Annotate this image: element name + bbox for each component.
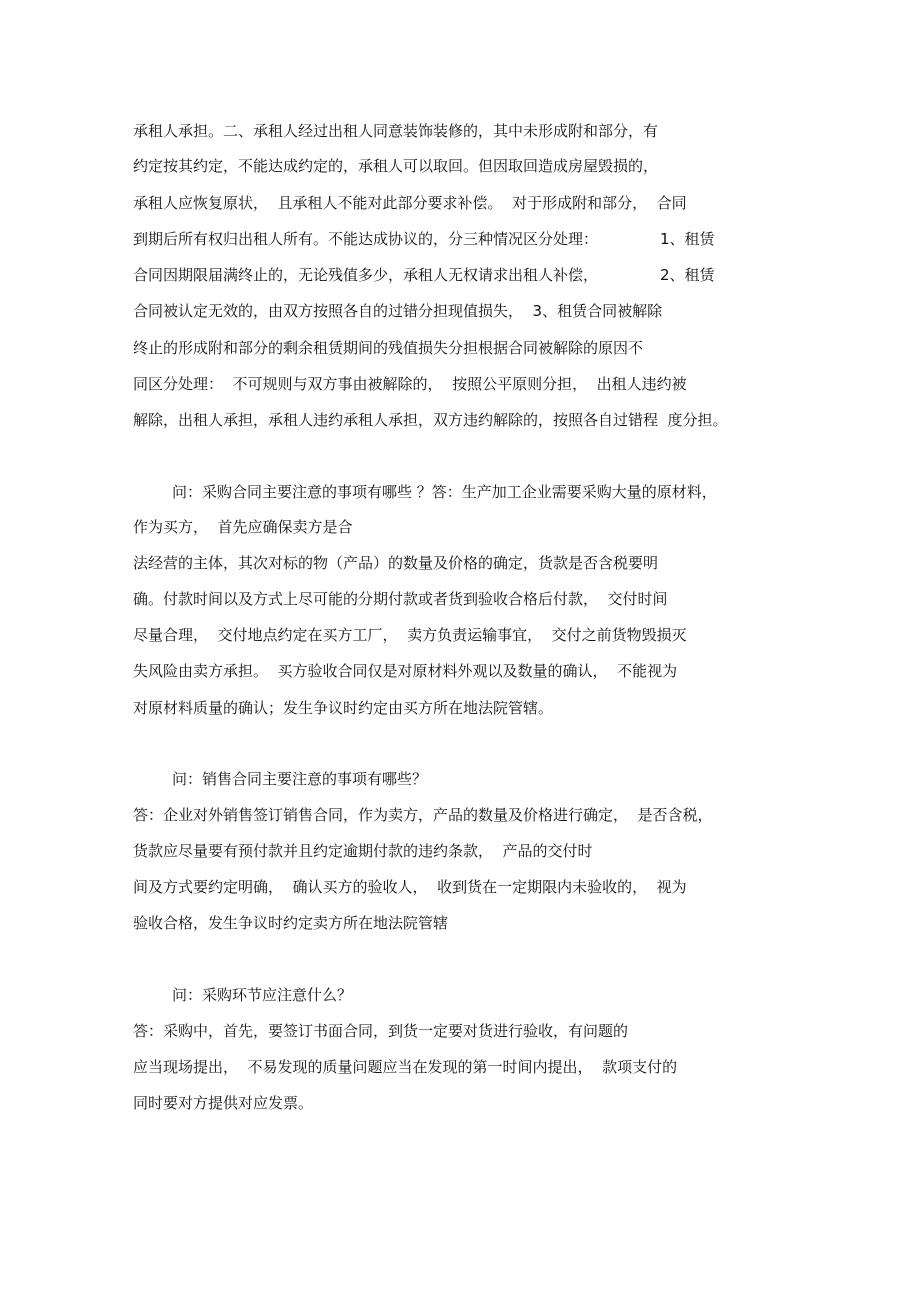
text-line: 答：企业对外销售签订销售合同，作为卖方，产品的数量及价格进行确定， 是否含税， (133, 806, 713, 824)
question-line: 问：销售合同主要注意的事项有哪些？ (172, 770, 428, 788)
text-line: 验收合格，发生争议时约定卖方所在地法院管辖 (133, 914, 449, 932)
text-line: 尽量合理， 交付地点约定在买方工厂， 卖方负责运输事宜， 交付之前货物毁损灭 (133, 626, 687, 644)
text-line: 合同因期限届满终止的，无论残值多少，承租人无权请求出租人补偿， 2、租赁 (133, 266, 715, 284)
text-line: 间及方式要约定明确， 确认买方的验收人， 收到货在一定期限内未验收的， 视为 (133, 878, 687, 896)
text-line: 答：采购中，首先，要签订书面合同，到货一定要对货进行验收，有问题的 (133, 1022, 629, 1040)
text-line: 约定按其约定，不能达成约定的，承租人可以取回。但因取回造成房屋毁损的， (133, 157, 659, 175)
question-line: 问：采购合同主要注意的事项有哪些 ？答：生产加工企业需要采购大量的原材料， (172, 483, 717, 501)
text-line: 解除，出租人承担，承租人违约承租人承担，双方违约解除的，按照各自过错程 度分担。 (133, 411, 728, 429)
text-line: 对原材料质量的确认；发生争议时约定由买方所在地法院管辖。 (133, 699, 554, 717)
text-line: 合同被认定无效的，由双方按照各自的过错分担现值损失， 3、租赁合同被解除 (133, 302, 663, 320)
text-line: 承租人应恢复原状， 且承租人不能对此部分要求补偿。 对于形成附和部分， 合同 (133, 194, 687, 212)
text-line: 货款应尽量要有预付款并且约定逾期付款的违约条款， 产品的交付时 (133, 842, 593, 860)
text-line: 应当现场提出， 不易发现的质量问题应当在发现的第一时间内提出， 款项支付的 (133, 1058, 678, 1076)
question-line: 问：采购环节应注意什么？ (172, 986, 353, 1004)
text-line: 同时要对方提供对应发票。 (133, 1094, 314, 1112)
text-line: 承租人承担。二、承租人经过出租人同意装饰装修的，其中未形成附和部分，有 (133, 122, 659, 140)
text-line: 到期后所有权归出租人所有。不能达成协议的，分三种情况区分处理： 1、租赁 (133, 230, 715, 248)
text-line: 法经营的主体，其次对标的物（产品）的数量及价格的确定，货款是否含税要明 (133, 554, 659, 572)
text-line: 确。付款时间以及方式上尽可能的分期付款或者货到验收合格后付款， 交付时间 (133, 590, 668, 608)
text-line: 同区分处理： 不可规则与双方事由被解除的， 按照公平原则分担， 出租人违约被 (133, 375, 687, 393)
text-line: 失风险由卖方承担。 买方验收合同仅是对原材料外观以及数量的确认， 不能视为 (133, 662, 678, 680)
text-line: 终止的形成附和部分的剩余租赁期间的残值损失分担根据合同被解除的原因不 (133, 339, 644, 357)
text-line: 作为买方， 首先应确保卖方是合 (133, 518, 353, 536)
